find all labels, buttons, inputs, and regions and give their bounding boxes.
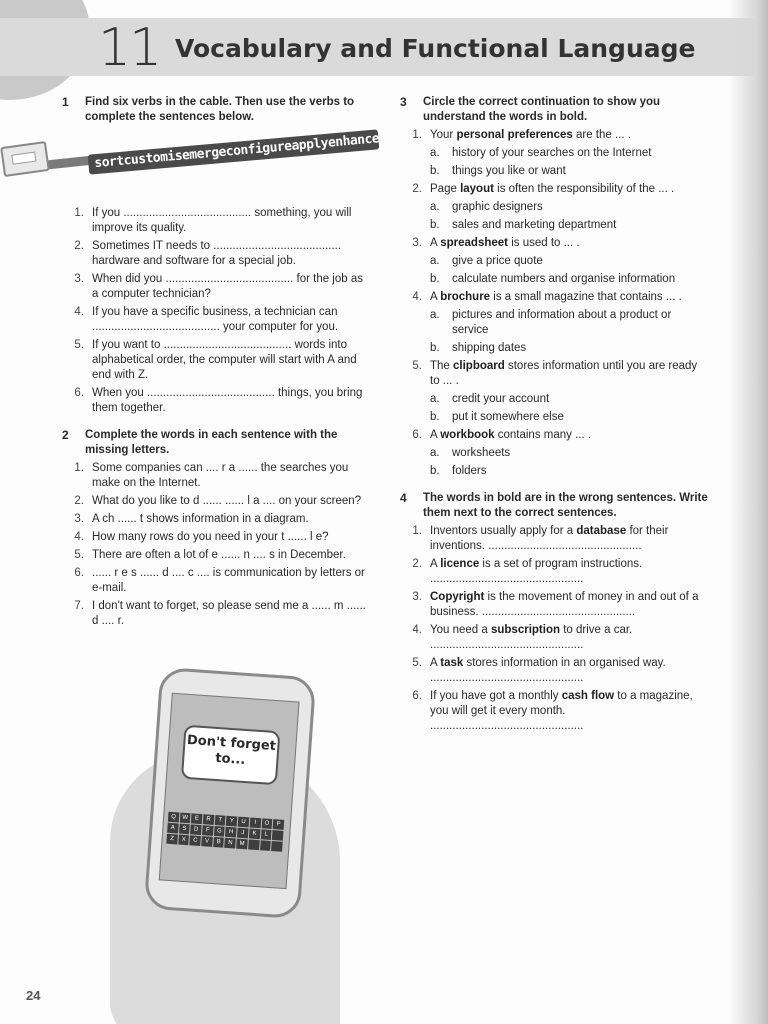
list-item xyxy=(62,461,367,491)
item-number: 6. xyxy=(412,690,422,702)
item-text xyxy=(430,557,708,587)
list-item xyxy=(62,305,367,335)
item-text: If you want to ........................................ words into alphabetical order, the computer will start with A and end with Z. xyxy=(92,339,357,381)
item-row xyxy=(400,128,708,143)
option-letter: a. xyxy=(430,447,440,459)
cable-letters: sortcustomisemergeconfigureapplyenhance xyxy=(88,129,380,174)
list-item xyxy=(400,557,708,587)
list-item xyxy=(62,338,367,383)
answer-option xyxy=(430,410,708,425)
list-item xyxy=(62,272,367,302)
smartphone-image xyxy=(144,667,317,919)
keyboard-key: V xyxy=(201,836,212,847)
item-text xyxy=(430,524,708,554)
answer-option xyxy=(430,341,708,356)
option-text: pictures and information about a product or service xyxy=(452,309,672,336)
keyboard-key: E xyxy=(191,813,202,824)
exercise-3-items xyxy=(400,128,708,479)
answer-option xyxy=(430,272,708,287)
list-item xyxy=(400,524,708,554)
item-text xyxy=(430,236,708,251)
item-text xyxy=(430,359,708,389)
item-number: 7. xyxy=(74,600,84,612)
list-item xyxy=(400,359,708,425)
keyboard-key: P xyxy=(273,819,284,830)
item-row xyxy=(400,359,708,389)
option-letter: a. xyxy=(430,393,440,405)
exercise-number: 4 xyxy=(400,491,407,505)
exercise-4-items xyxy=(400,524,708,734)
option-text: folders xyxy=(452,465,487,477)
item-number: 2. xyxy=(412,183,422,195)
item-row xyxy=(400,590,708,620)
bold-keyword: cash flow xyxy=(561,690,615,702)
item-number: 4. xyxy=(74,531,84,543)
exercise-1 xyxy=(62,95,380,416)
bold-keyword: spreadsheet xyxy=(440,237,508,249)
bold-keyword: layout xyxy=(460,183,494,195)
list-item xyxy=(400,128,708,179)
item-number: 3. xyxy=(412,591,422,603)
item-text-post: to drive a car. ................................................ xyxy=(430,624,633,651)
option-text: put it somewhere else xyxy=(452,411,564,423)
list-item xyxy=(400,236,708,287)
answer-options xyxy=(430,254,708,287)
option-text: things you like or want xyxy=(452,165,566,177)
item-number: 6. xyxy=(412,429,422,441)
item-row xyxy=(400,623,708,653)
item-text xyxy=(430,182,708,197)
item-row xyxy=(400,524,708,554)
item-text-pre: A xyxy=(430,558,441,570)
exercise-instruction: Find six verbs in the cable. Then use the verbs to complete the sentences below. xyxy=(85,96,355,123)
keyboard-key: D xyxy=(190,824,201,835)
answer-option xyxy=(430,146,708,161)
option-letter: b. xyxy=(430,165,440,177)
item-text-pre: A xyxy=(430,237,441,249)
keyboard-key: Y xyxy=(226,816,237,827)
item-text: When you ........................................ things, you bring them together. xyxy=(92,387,363,414)
list-item xyxy=(400,623,708,653)
item-number: 1. xyxy=(412,525,422,537)
item-number: 1. xyxy=(74,207,84,219)
keyboard-key: K xyxy=(249,828,260,839)
option-text: worksheets xyxy=(452,447,511,459)
item-row xyxy=(400,236,708,251)
list-item xyxy=(400,290,708,356)
usb-cable-illustration xyxy=(0,130,380,194)
item-text-post: is often the responsibility of the ... . xyxy=(493,183,675,195)
keyboard-key xyxy=(272,830,283,841)
list-item xyxy=(400,428,708,479)
item-number: 5. xyxy=(74,339,84,351)
answer-option xyxy=(430,308,708,338)
option-text: credit your account xyxy=(452,393,550,405)
option-text: calculate numbers and organise information xyxy=(452,273,676,285)
list-item xyxy=(62,386,367,416)
item-text: A ch ...... t shows information in a diagram. xyxy=(92,513,309,525)
bold-keyword: brochure xyxy=(440,291,491,303)
item-number: 2. xyxy=(74,240,84,252)
keyboard-key: G xyxy=(214,826,225,837)
item-text: Some companies can .... r a ...... the searches you make on the Internet. xyxy=(92,462,349,489)
item-text xyxy=(430,428,708,443)
exercise-instruction: The words in bold are in the wrong sentences. Write them next to the correct sentences. xyxy=(423,492,708,519)
page-edge-shadow xyxy=(728,0,768,1024)
keyboard-key: W xyxy=(180,813,191,824)
item-number: 5. xyxy=(412,360,422,372)
keyboard-key: O xyxy=(261,818,272,829)
keyboard-key xyxy=(248,839,259,850)
answer-option xyxy=(430,200,708,215)
list-item xyxy=(62,512,367,527)
option-letter: a. xyxy=(430,147,440,159)
list-item xyxy=(62,494,367,509)
item-text: If you have a specific business, a technician can ........................................ your computer for you. xyxy=(92,306,339,333)
answer-option xyxy=(430,464,708,479)
item-text-post: for their inventions. ................................................ xyxy=(430,525,669,552)
option-letter: a. xyxy=(430,309,440,321)
item-text-post: stores information until you are ready to ... . xyxy=(430,360,698,387)
exercise-1-items xyxy=(62,206,367,416)
answer-options xyxy=(430,392,708,425)
item-number: 6. xyxy=(74,387,84,399)
item-number: 3. xyxy=(74,513,84,525)
item-number: 5. xyxy=(74,549,84,561)
item-text-pre: A xyxy=(430,291,441,303)
item-text-pre: You need a xyxy=(430,624,491,636)
item-text: When did you ........................................ for the job as a computer technician? xyxy=(92,273,363,300)
list-item xyxy=(400,182,708,233)
answer-option xyxy=(430,218,708,233)
phone-keyboard xyxy=(166,812,284,852)
exercise-instruction: Circle the correct continuation to show you understand the words in bold. xyxy=(423,96,661,123)
item-text-post: is a set of program instructions. ................................................ xyxy=(430,558,643,585)
item-number: 6. xyxy=(74,567,84,579)
item-row xyxy=(400,182,708,197)
exercise-2 xyxy=(62,428,367,629)
option-text: sales and marketing department xyxy=(452,219,617,231)
item-row xyxy=(400,557,708,587)
item-text-pre: A xyxy=(430,657,441,669)
bold-keyword: licence xyxy=(440,558,480,570)
option-letter: b. xyxy=(430,219,440,231)
answer-option xyxy=(430,446,708,461)
item-text xyxy=(430,590,708,620)
keyboard-key: S xyxy=(179,824,190,835)
exercise-number: 2 xyxy=(62,428,69,442)
keyboard-key: Q xyxy=(168,812,179,823)
list-item xyxy=(400,656,708,686)
answer-options xyxy=(430,446,708,479)
exercise-instruction: Complete the words in each sentence with the missing letters. xyxy=(85,429,338,456)
item-number: 5. xyxy=(412,657,422,669)
exercise-3 xyxy=(400,95,708,479)
list-item xyxy=(62,548,367,563)
option-text: shipping dates xyxy=(452,342,527,354)
item-text xyxy=(430,623,708,653)
item-number: 2. xyxy=(412,558,422,570)
keyboard-key: H xyxy=(225,827,236,838)
exercise-2-items xyxy=(62,461,367,629)
page-title: Vocabulary and Functional Language xyxy=(175,34,696,63)
item-number: 4. xyxy=(74,306,84,318)
item-number: 1. xyxy=(412,129,422,141)
item-text-post: is a small magazine that contains ... . xyxy=(490,291,682,303)
bold-keyword: subscription xyxy=(490,624,560,636)
bold-keyword: personal preferences xyxy=(456,129,573,141)
keyboard-key: C xyxy=(190,835,201,846)
item-text-pre: If you have got a monthly xyxy=(430,690,562,702)
list-item xyxy=(400,689,708,734)
item-text xyxy=(430,290,708,305)
keyboard-key: T xyxy=(215,815,226,826)
exercise-4 xyxy=(400,491,708,734)
left-column xyxy=(62,95,380,641)
item-text xyxy=(430,656,708,686)
bold-keyword: workbook xyxy=(440,429,495,441)
answer-option xyxy=(430,254,708,269)
option-letter: a. xyxy=(430,201,440,213)
item-text: I don't want to forget, so please send me a ...... m ...... d .... r. xyxy=(92,600,366,627)
item-number: 3. xyxy=(74,273,84,285)
keyboard-key: J xyxy=(237,828,248,839)
list-item xyxy=(62,599,367,629)
item-number: 1. xyxy=(74,462,84,474)
keyboard-key: L xyxy=(260,829,271,840)
list-item xyxy=(62,530,367,545)
option-letter: b. xyxy=(430,465,440,477)
keyboard-key: F xyxy=(202,825,213,836)
item-text: How many rows do you need in your t ...... l e? xyxy=(92,531,329,543)
bold-keyword: task xyxy=(440,657,464,669)
item-text-pre: Inventors usually apply for a xyxy=(430,525,577,537)
keyboard-key: M xyxy=(236,839,247,850)
option-text: history of your searches on the Internet xyxy=(452,147,652,159)
bold-keyword: database xyxy=(576,525,627,537)
keyboard-key: R xyxy=(203,814,214,825)
item-text: There are often a lot of e ...... n .... s in December. xyxy=(92,549,346,561)
right-column xyxy=(400,95,708,746)
item-number: 2. xyxy=(74,495,84,507)
keyboard-key: X xyxy=(178,835,189,846)
item-row xyxy=(400,428,708,443)
speech-bubble: Don't forget to... xyxy=(181,725,281,786)
keyboard-key: B xyxy=(213,837,224,848)
answer-options xyxy=(430,146,708,179)
option-text: graphic designers xyxy=(452,201,543,213)
item-text-pre: The xyxy=(430,360,454,372)
item-text-post: is the movement of money in and out of a business. ................................................ xyxy=(430,591,699,618)
usb-plug-icon xyxy=(0,141,50,177)
page-number: 24 xyxy=(26,988,41,1003)
item-text-post: contains many ... . xyxy=(494,429,592,441)
bold-keyword: clipboard xyxy=(453,360,505,372)
list-item xyxy=(62,566,367,596)
item-row xyxy=(400,689,708,734)
item-row xyxy=(400,656,708,686)
option-text: give a price quote xyxy=(452,255,543,267)
item-row xyxy=(400,290,708,305)
exercise-number: 1 xyxy=(62,95,69,109)
item-number: 4. xyxy=(412,624,422,636)
item-number: 3. xyxy=(412,237,422,249)
item-text xyxy=(430,689,708,734)
answer-option xyxy=(430,164,708,179)
option-letter: b. xyxy=(430,273,440,285)
item-text: ...... r e s ...... d .... c .... is communication by letters or e-mail. xyxy=(92,567,365,594)
list-item xyxy=(62,206,367,236)
keyboard-key: I xyxy=(250,817,261,828)
item-text: Sometimes IT needs to ........................................ hardware and software for a special job. xyxy=(92,240,342,267)
item-text xyxy=(430,128,708,143)
item-text-pre: Your xyxy=(430,129,457,141)
option-letter: b. xyxy=(430,342,440,354)
hand-holding-phone-illustration xyxy=(110,672,340,1024)
option-letter: a. xyxy=(430,255,440,267)
list-item xyxy=(62,239,367,269)
keyboard-key: Z xyxy=(166,834,177,845)
answer-options xyxy=(430,308,708,356)
phone-screen xyxy=(159,693,300,889)
keyboard-key xyxy=(260,840,271,851)
item-text-pre: Page xyxy=(430,183,461,195)
item-text-pre: A xyxy=(430,429,441,441)
item-text-post: are the ... . xyxy=(572,129,631,141)
option-letter: b. xyxy=(430,411,440,423)
keyboard-key: U xyxy=(238,817,249,828)
keyboard-key: A xyxy=(167,823,178,834)
exercise-number: 3 xyxy=(400,95,407,109)
item-number: 4. xyxy=(412,291,422,303)
item-text-post: to a magazine, you will get it every month. ................................................ xyxy=(430,690,693,732)
keyboard-key: N xyxy=(225,838,236,849)
item-text: What do you like to d ...... ...... l a .... on your screen? xyxy=(92,495,362,507)
answer-option xyxy=(430,392,708,407)
item-text-post: stores information in an organised way. ................................................ xyxy=(430,657,666,684)
bold-keyword: Copyright xyxy=(430,591,485,603)
item-text-post: is used to ... . xyxy=(508,237,580,249)
chapter-number: 11 xyxy=(98,18,161,78)
answer-options xyxy=(430,200,708,233)
list-item xyxy=(400,590,708,620)
keyboard-key xyxy=(271,841,282,852)
item-text: If you ........................................ something, you will improve its quality. xyxy=(92,207,352,234)
